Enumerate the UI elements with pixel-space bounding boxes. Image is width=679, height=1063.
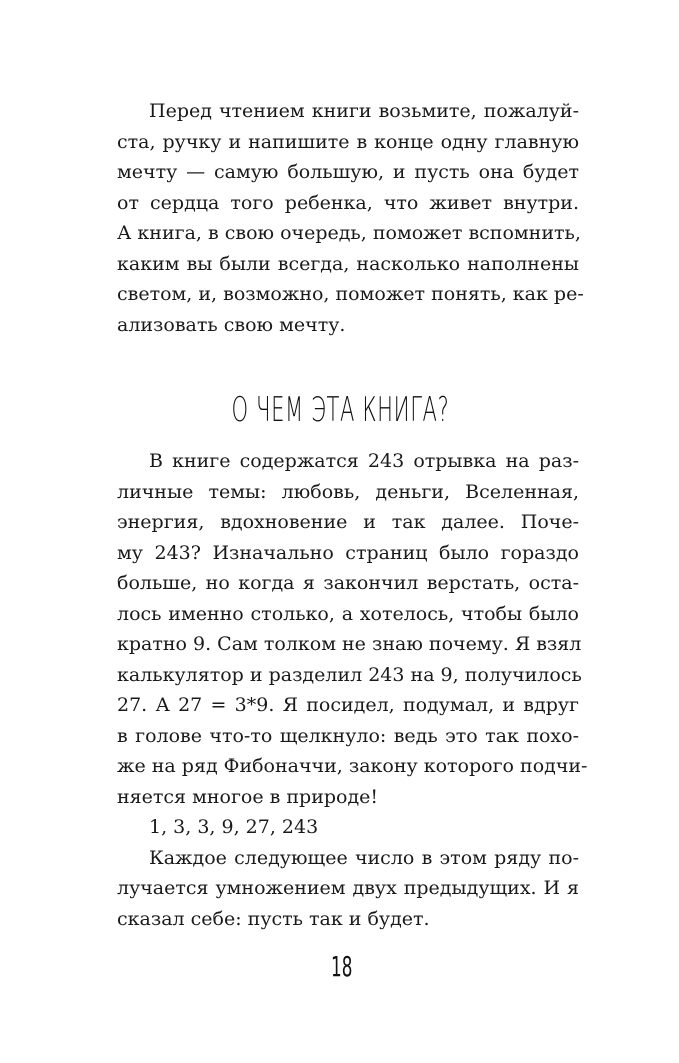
- text-line: лось именно столько, а хотелось, чтобы было: [117, 602, 579, 625]
- text-line: ста, ручку и напишите в конце одну главную: [117, 130, 579, 153]
- text-line: от сердца того ребенка, что живет внутри.: [117, 191, 579, 214]
- section-heading: О ЧЕМ ЭТА КНИГА?: [231, 390, 450, 430]
- text-line: А книга, в свою очередь, поможет вспомнить,: [117, 222, 581, 244]
- page-number: 18: [331, 950, 353, 983]
- text-line: лучается умножением двух предыдущих. И я: [117, 877, 579, 899]
- section-body: [117, 446, 588, 934]
- text-line: в голове что-то щелкнуло: ведь это так похо-: [117, 724, 579, 747]
- text-line: калькулятор и разделил 243 на 9, получилось: [117, 663, 582, 686]
- intro-paragraph: [117, 96, 584, 340]
- text-line: 27. А 27 = 3*9. Я посидел, подумал, и вдруг: [117, 694, 579, 716]
- text-line: энергия, вдохновение и так далее. Поче-: [117, 511, 579, 533]
- text-line: же на ряд Фибоначчи, закону которого подчи-: [117, 755, 588, 777]
- text-line: В книге содержатся 243 отрывка на раз-: [149, 450, 579, 472]
- text-line: кратно 9. Сам толком не знаю почему. Я взял: [117, 633, 582, 655]
- text-line: мечту — самую большую, и пусть она будет: [117, 161, 579, 183]
- text-line: Каждое следующее число в этом ряду по-: [149, 846, 579, 869]
- text-line: ализовать свою мечту.: [117, 313, 346, 336]
- text-line: му 243? Изначально страниц было гораздо: [117, 541, 579, 564]
- text-line: каким вы были всегда, насколько наполнены: [117, 252, 579, 275]
- text-line: больше, но когда я закончил верстать, оста-: [117, 572, 579, 594]
- text-line: Перед чтением книги возьмите, пожалуй-: [149, 100, 579, 122]
- number-sequence: 1, 3, 3, 9, 27, 243: [149, 816, 319, 838]
- text-line: светом, и, возможно, поможет понять, как ре-: [117, 283, 584, 305]
- text-line: няется многое в природе!: [117, 785, 379, 808]
- text-line: сказал себе: пусть так и будет.: [117, 907, 430, 930]
- text-line: личные темы: любовь, деньги, Вселенная,: [117, 480, 579, 503]
